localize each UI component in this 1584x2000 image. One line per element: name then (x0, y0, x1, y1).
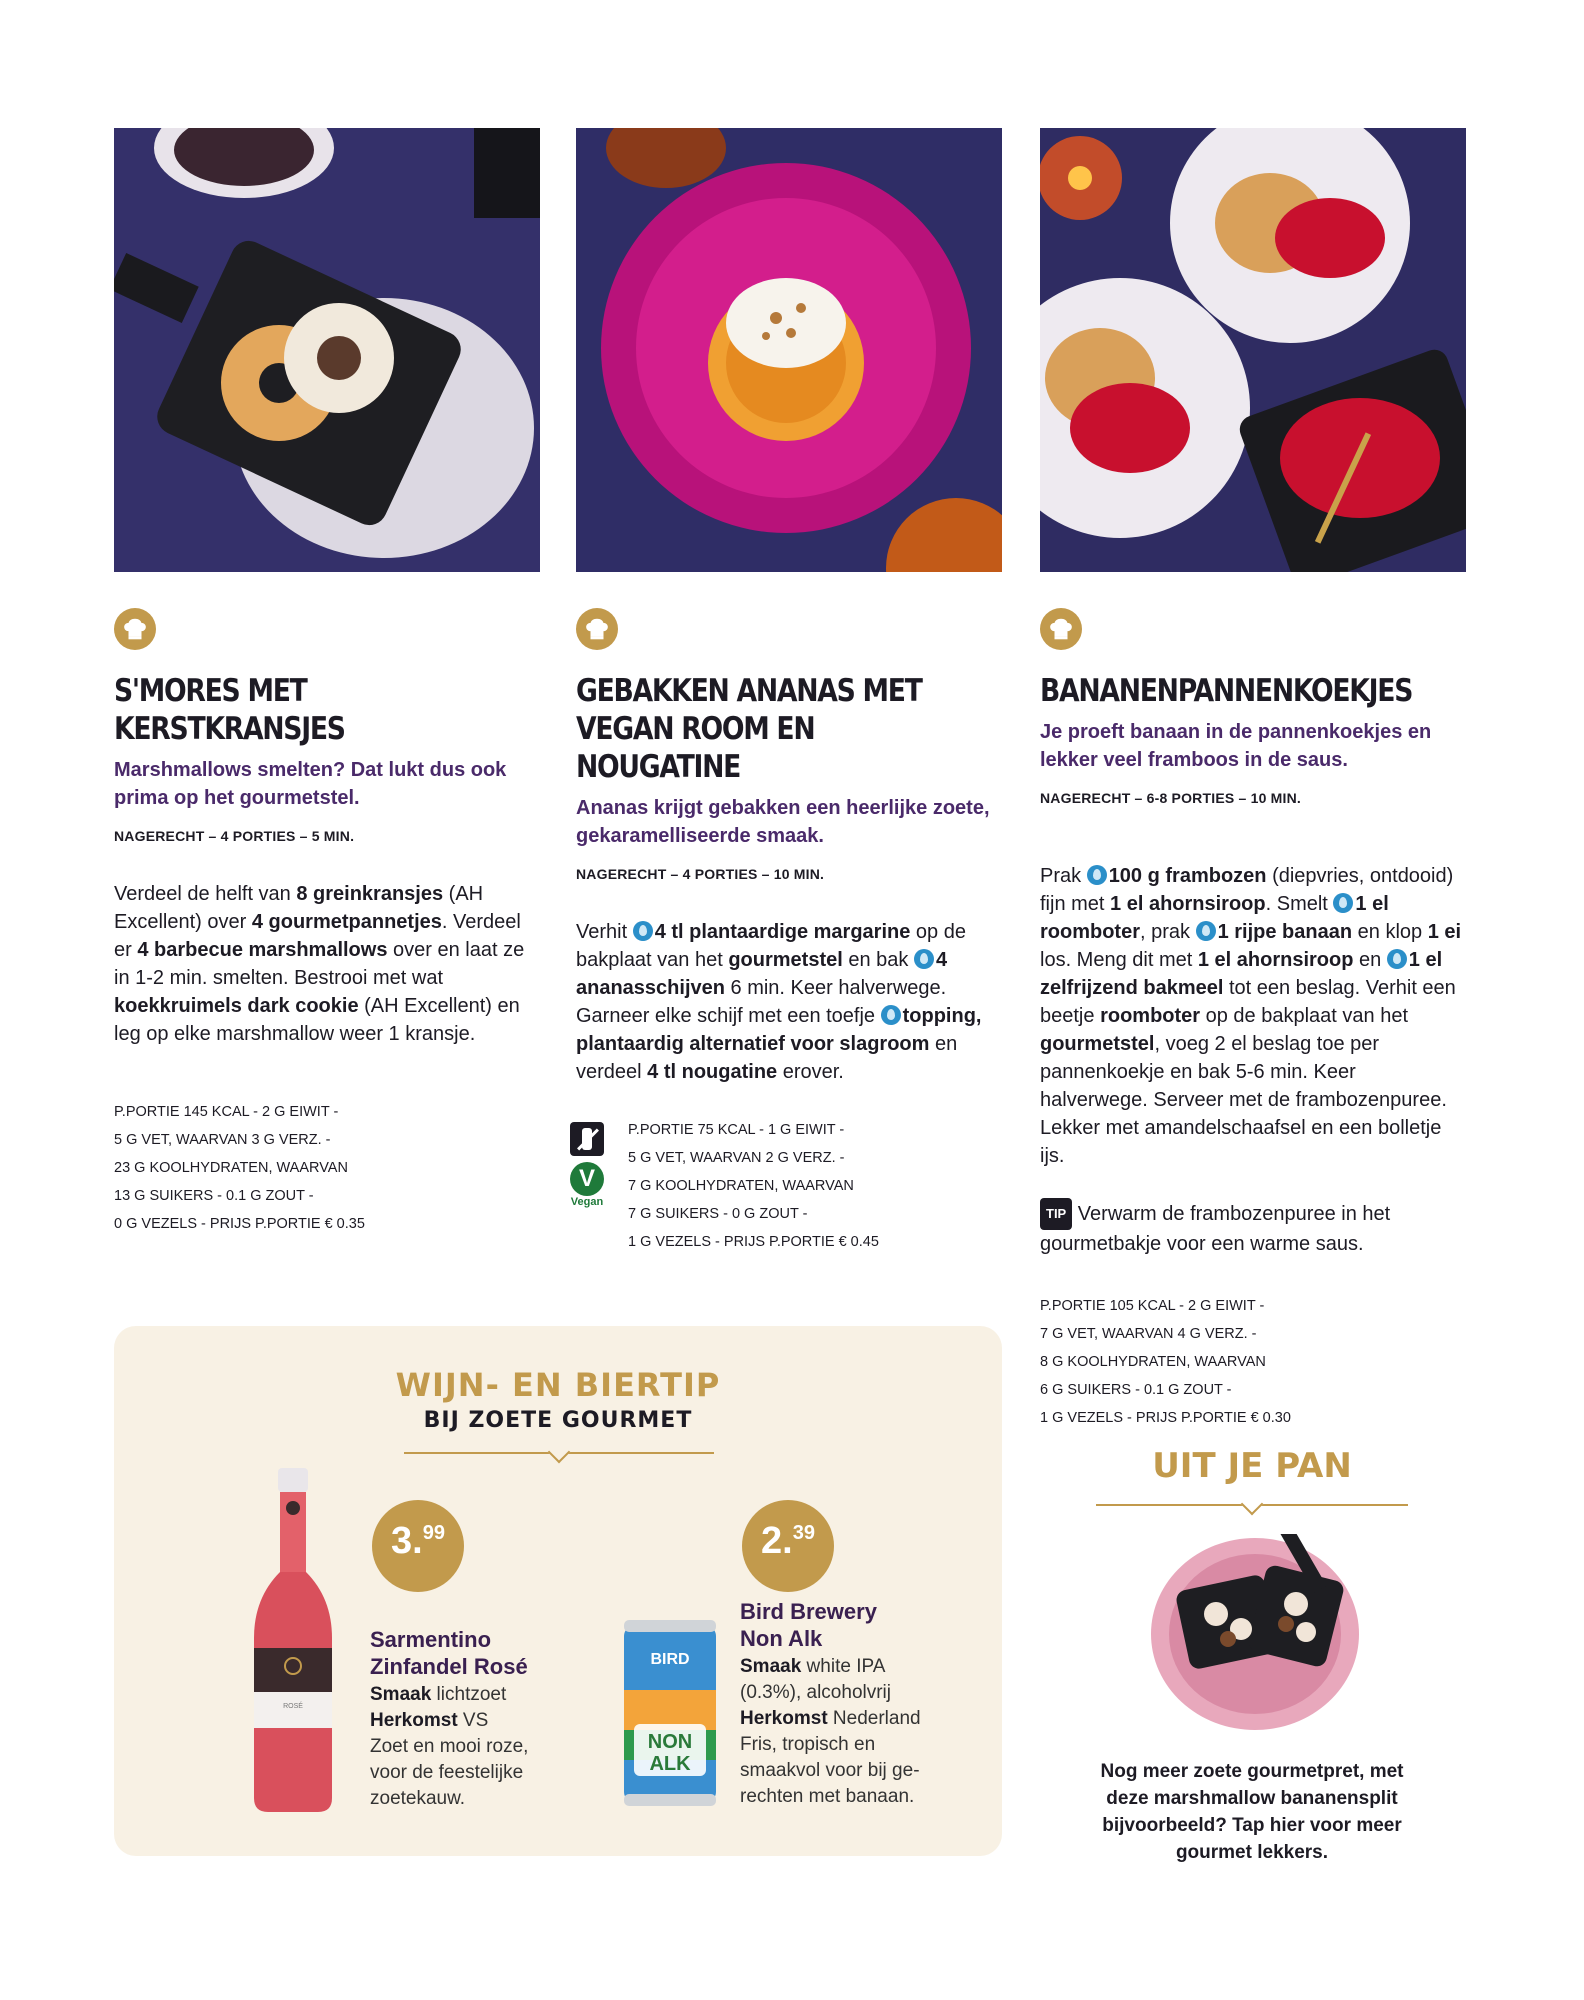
banana-pancakes-photo (1040, 128, 1466, 572)
frozen-icon (1087, 865, 1107, 885)
uit-je-pan-link[interactable]: Nog meer zoete gourmetpret, met deze marshmallow bananensplit bijvoorbeeld? Tap hier voor meer gourmet lekkers. (1100, 1761, 1404, 1863)
chef-hat-icon (114, 608, 156, 650)
frozen-icon (1333, 893, 1353, 913)
chevron-down-icon (548, 1441, 571, 1464)
chevron-down-icon (1241, 1493, 1264, 1516)
nutrition-info: P.PORTIE 145 KCAL - 2 G EIWIT - 5 G VET, WAARVAN 3 G VERZ. - 23 G KOOLHYDRATEN, WAARVAN 13 G SUIKERS - 0.1 G ZOUT - 0 G VEZELS - PRIJS P.PORTIE € 0.35 (114, 1104, 365, 1232)
wine-beer-tip (114, 1326, 1002, 1856)
frozen-icon (1196, 921, 1216, 941)
plant-based-icon (914, 949, 934, 969)
recipe-title: GEBAKKEN ANANAS MET VEGAN ROOM EN NOUGATINE (576, 673, 922, 785)
recipe-meta: NAGERECHT – 6-8 PORTIES – 10 MIN. (1040, 790, 1301, 806)
recipe-instructions: Verhit 4 tl plantaardige margarine op de bakplaat van het gourmetstel en bak 4 ananasschijven 6 min. Keer halverwege. Garneer elke schijf met een toefje topping, plantaardig alternatief voor slagroom en verdeel 4 tl nougatine erover. (576, 921, 982, 1083)
recipe-tip: TIP Verwarm de frambozenpuree in het gourmetbakje voor een warme saus. (1040, 1198, 1466, 1258)
product-name: Bird Brewery Non Alk (740, 1599, 877, 1651)
recipe-title: BANANENPANNENKOEKJES (1040, 673, 1413, 709)
vegan-icon: V (570, 1162, 604, 1196)
wine-bottle-image (248, 1468, 338, 1814)
recipe-subtitle: Marshmallows smelten? Dat lukt dus ook prima op het gourmetstel. (114, 759, 507, 809)
recipe-instructions: Verdeel de helft van 8 greinkransjes (AH Excellent) over 4 gourmetpannetjes. Verdeel er 4 barbecue marshmallows over en laat ze in 1-2 min. smelten. Bestrooi met wat koekkruimels dark cookie (AH Excellent) en leg op elke marshmallow weer 1 kransje. (114, 883, 525, 1045)
pancakes-photo (1040, 128, 1466, 572)
plant-based-icon (881, 1005, 901, 1025)
recipe-bananenpannenkoekjes (1040, 128, 1466, 1432)
product-name: Sarmentino Zinfandel Rosé (370, 1627, 528, 1679)
recipe-subtitle: Je proeft banaan in de pannenkoekjes en lekker veel framboos in de saus. (1040, 721, 1432, 771)
uit-je-pan-title: UIT JE PAN (1152, 1446, 1352, 1486)
recipe-title: S'MORES MET KERSTKRANSJES (114, 673, 345, 747)
nutrition-info: P.PORTIE 105 KCAL - 2 G EIWIT - 7 G VET, WAARVAN 4 G VERZ. - 8 G KOOLHYDRATEN, WAARVAN 6 G SUIKERS - 0.1 G ZOUT - 1 G VEZELS - PRIJS P.PORTIE € 0.30 (1040, 1298, 1291, 1426)
marshmallow-bananensplit-photo[interactable] (1146, 1534, 1364, 1734)
pineapple-plate-photo (576, 128, 1002, 572)
recipe-instructions: Prak 100 g frambozen (diepvries, ontdooid) fijn met 1 el ahornsiroop. Smelt 1 el roomboter, prak 1 rijpe banaan en klop 1 ei los. Meng dit met 1 el ahornsiroop en 1 el zelfrijzend bakmeel tot een beslag. Verhit een beetje roomboter op de bakplaat van het gourmetstel, voeg 2 el beslag toe per pannenkoekje en bak 5-6 min. Keer halverwege. Serveer met de frambozenpuree. Lekker met amandelschaafsel en een bolletje ijs. (1040, 865, 1462, 1167)
can-label-line2: ALK (649, 1753, 691, 1775)
beer-can-image (620, 1620, 720, 1806)
recipe-meta: NAGERECHT – 4 PORTIES – 5 MIN. (114, 828, 355, 844)
price-badge: 3. 99 (372, 1500, 464, 1592)
tip-badge: TIP (1040, 1198, 1072, 1230)
wine-tip-subtitle: BIJ ZOETE GOURMET (423, 1408, 693, 1433)
can-label-line1: NON (647, 1731, 693, 1753)
chef-hat-icon (1040, 608, 1082, 650)
recipe-ananas (570, 128, 1002, 1256)
price-badge: 2. 39 (742, 1500, 834, 1592)
smores-gourmet-pan-photo (114, 128, 540, 572)
wine-tip-title: WIJN- EN BIERTIP (395, 1366, 721, 1404)
can-brand-text: BIRD (650, 1651, 690, 1668)
product-details: Smaak lichtzoet Herkomst VS Zoet en mooi roze, voor de feestelijke zoetekauw. (370, 1684, 529, 1809)
bottle-label-text: ROSÉ (283, 1703, 303, 1710)
vegan-label: Vegan (570, 1196, 604, 1208)
plant-based-icon (633, 921, 653, 941)
no-milk-icon (570, 1122, 604, 1156)
recipe-meta: NAGERECHT – 4 PORTIES – 10 MIN. (576, 866, 825, 882)
recipe-smores (114, 128, 540, 1238)
smores-photo (114, 128, 540, 572)
product-details: Smaak white IPA (0.3%), alcoholvrij Herkomst Nederland Fris, tropisch en smaakvol voor bij ge- rechten met banaan. (740, 1656, 921, 1807)
ananas-photo (576, 128, 1002, 572)
recipe-subtitle: Ananas krijgt gebakken een heerlijke zoete, gekaramelliseerde smaak. (576, 797, 990, 847)
vegan-badges (570, 1122, 610, 1208)
frozen-icon (1387, 949, 1407, 969)
nutrition-info: P.PORTIE 75 KCAL - 1 G EIWIT - 5 G VET, WAARVAN 2 G VERZ. - 7 G KOOLHYDRATEN, WAARVAN 7 G SUIKERS - 0 G ZOUT - 1 G VEZELS - PRIJS P.PORTIE € 0.45 (628, 1122, 879, 1250)
chef-hat-icon (576, 608, 618, 650)
nutrition-block (570, 1116, 1002, 1256)
